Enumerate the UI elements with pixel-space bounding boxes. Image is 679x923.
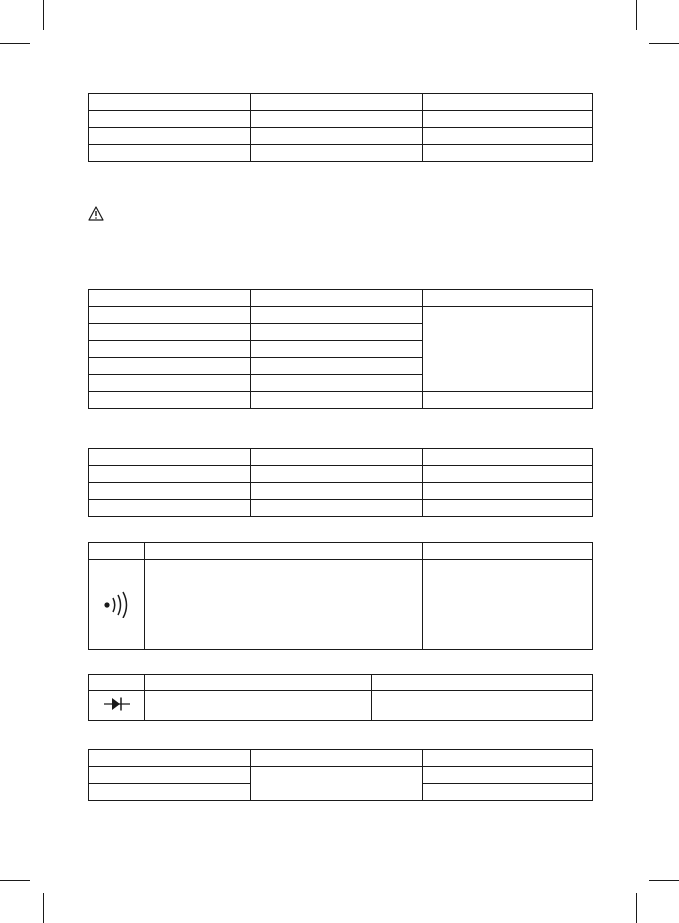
- table-cell: [89, 675, 145, 691]
- spec-table-diode: [88, 674, 593, 721]
- table-cell: [145, 691, 372, 721]
- table-row: [89, 466, 593, 483]
- table-cell: [251, 483, 423, 500]
- table-cell: [89, 94, 251, 111]
- table-cell: [89, 341, 251, 358]
- table-row: [89, 750, 593, 767]
- table-cell: [89, 767, 251, 784]
- table-cell: [423, 767, 593, 784]
- table-cell: [89, 324, 251, 341]
- table-cell: [89, 145, 251, 162]
- table-cell: [89, 128, 251, 145]
- warning-triangle-icon: [88, 206, 104, 221]
- table-row: [89, 145, 593, 162]
- spec-table-continuity: [88, 542, 593, 650]
- table-cell: [251, 466, 423, 483]
- table-cell: [423, 307, 593, 392]
- table-cell: [89, 500, 251, 517]
- table-cell: [423, 111, 593, 128]
- table-row: [89, 392, 593, 409]
- crop-mark: [649, 43, 679, 44]
- spec-table-2: [88, 289, 593, 409]
- table-cell: [89, 111, 251, 128]
- table-cell: [89, 466, 251, 483]
- table-row: [89, 128, 593, 145]
- table-cell: [89, 560, 145, 650]
- table-row: [89, 691, 593, 721]
- spec-table-1: [88, 93, 593, 162]
- table-cell: [423, 560, 593, 650]
- continuity-sound-icon: [102, 588, 132, 618]
- table-row: [89, 111, 593, 128]
- crop-mark: [649, 880, 679, 881]
- table-row: [89, 449, 593, 466]
- table-cell: [89, 543, 145, 560]
- table-cell: [372, 691, 593, 721]
- table-cell: [89, 483, 251, 500]
- table-row: [89, 307, 593, 324]
- crop-mark: [43, 0, 44, 30]
- table-cell: [89, 375, 251, 392]
- table-cell: [423, 784, 593, 801]
- table-cell: [89, 784, 251, 801]
- table-cell: [423, 128, 593, 145]
- table-row: [89, 560, 593, 650]
- table-cell: [423, 750, 593, 767]
- table-cell: [423, 449, 593, 466]
- table-cell: [251, 324, 423, 341]
- table-cell: [145, 675, 372, 691]
- table-cell: [423, 290, 593, 307]
- crop-mark: [636, 0, 637, 30]
- table-cell: [423, 483, 593, 500]
- spec-table-6: [88, 749, 593, 801]
- table-cell: [423, 500, 593, 517]
- table-cell: [251, 750, 423, 767]
- table-cell: [89, 358, 251, 375]
- crop-mark: [43, 893, 44, 923]
- table-cell: [145, 560, 423, 650]
- spec-table-3: [88, 448, 593, 517]
- table-cell: [423, 466, 593, 483]
- table-cell: [89, 750, 251, 767]
- table-cell: [423, 543, 593, 560]
- table-cell: [145, 543, 423, 560]
- table-row: [89, 675, 593, 691]
- diode-icon: [102, 696, 132, 712]
- table-cell: [251, 145, 423, 162]
- table-cell: [251, 767, 423, 801]
- crop-mark: [636, 893, 637, 923]
- table-cell: [251, 94, 423, 111]
- table-cell: [251, 290, 423, 307]
- table-cell: [251, 358, 423, 375]
- crop-mark: [0, 43, 30, 44]
- table-cell: [423, 392, 593, 409]
- table-cell: [251, 128, 423, 145]
- table-row: [89, 94, 593, 111]
- table-cell: [89, 449, 251, 466]
- table-cell: [372, 675, 593, 691]
- table-cell: [89, 307, 251, 324]
- table-cell: [251, 341, 423, 358]
- table-cell: [251, 392, 423, 409]
- table-row: [89, 290, 593, 307]
- table-cell: [251, 307, 423, 324]
- table-cell: [89, 392, 251, 409]
- table-cell: [423, 94, 593, 111]
- table-row: [89, 767, 593, 784]
- table-cell: [251, 375, 423, 392]
- table-cell: [251, 449, 423, 466]
- table-cell: [89, 691, 145, 721]
- table-row: [89, 483, 593, 500]
- table-cell: [89, 290, 251, 307]
- table-row: [89, 543, 593, 560]
- table-cell: [251, 111, 423, 128]
- crop-mark: [0, 880, 30, 881]
- table-cell: [251, 500, 423, 517]
- table-row: [89, 500, 593, 517]
- table-cell: [423, 145, 593, 162]
